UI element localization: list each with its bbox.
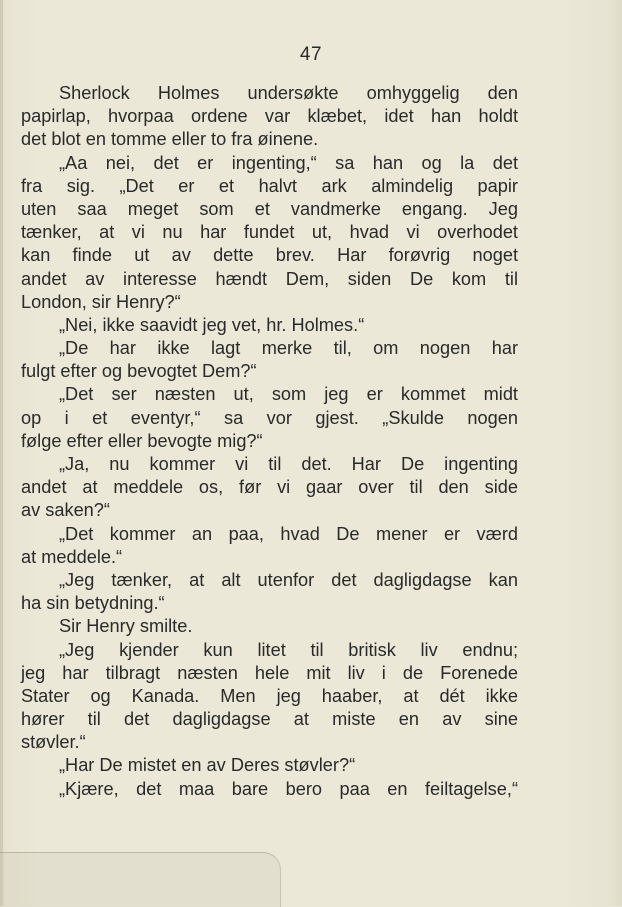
text-line: det blot en tomme eller to fra øinene.	[21, 129, 319, 150]
text-line: at meddele.“	[21, 546, 123, 567]
text-line: „Jeg kjender kun litet til britisk liv endnu;	[59, 639, 518, 660]
page-number: 47	[299, 44, 323, 65]
text-line: „Kjære, det maa bare bero paa en feiltagelse,“	[59, 778, 518, 799]
text-line: Stater og Kanada. Men jeg haaber, at dét ikke	[21, 685, 518, 706]
text-line: av saken?“	[21, 500, 110, 521]
text-line: „De har ikke lagt merke til, om nogen har	[59, 338, 518, 359]
text-line: London, sir Henry?“	[21, 291, 181, 312]
text-line: tænker, at vi nu har fundet ut, hvad vi overhodet	[21, 222, 518, 243]
text-line: „Ja, nu kommer vi til det. Har De ingenting	[59, 454, 518, 474]
text-line: „Det ser næsten ut, som jeg er kommet midt	[59, 384, 518, 405]
body-text	[21, 82, 518, 801]
text-line: hører til det dagligdagse at miste en av sine	[21, 709, 518, 730]
text-line: Sherlock Holmes undersøkte omhyggelig den	[59, 83, 518, 103]
page-fold-shadow	[0, 852, 281, 907]
text-line: „Nei, ikke saavidt jeg vet, hr. Holmes.“	[59, 314, 365, 335]
text-line: fulgt efter og bevogtet Dem?“	[21, 361, 257, 382]
text-line: uten saa meget som et vandmerke engang. Jeg	[21, 198, 518, 219]
text-line: Sir Henry smilte.	[59, 616, 193, 637]
text-line: op i et eventyr,“ sa vor gjest. „Skulde nogen	[21, 407, 518, 428]
text-line: kan finde ut av dette brev. Har forøvrig noget	[21, 245, 518, 266]
text-line: fra sig. „Det er et halvt ark almindelig papir	[21, 175, 518, 196]
text-line: „Jeg tænker, at alt utenfor det dagligdagse kan	[59, 569, 518, 590]
text-line: følge efter eller bevogte mig?“	[21, 430, 263, 451]
text-line: „Aa nei, det er ingenting,“ sa han og la det	[59, 152, 518, 173]
text-line: „Har De mistet en av Deres støvler?“	[59, 755, 356, 776]
page-binding-edge	[0, 0, 3, 906]
text-line: andet av interesse hændt Dem, siden De kom til	[21, 268, 518, 289]
text-line: andet at meddele os, før vi gaar over til den side	[21, 477, 518, 498]
text-line: støvler.“	[21, 732, 86, 753]
text-line: papirlap, hvorpaa ordene var klæbet, idet han holdt	[21, 106, 518, 127]
text-line: ha sin betydning.“	[21, 593, 165, 614]
text-line: jeg har tilbragt næsten hele mit liv i de Forenede	[21, 662, 518, 683]
text-line: „Det kommer an paa, hvad De mener er værd	[59, 523, 518, 544]
